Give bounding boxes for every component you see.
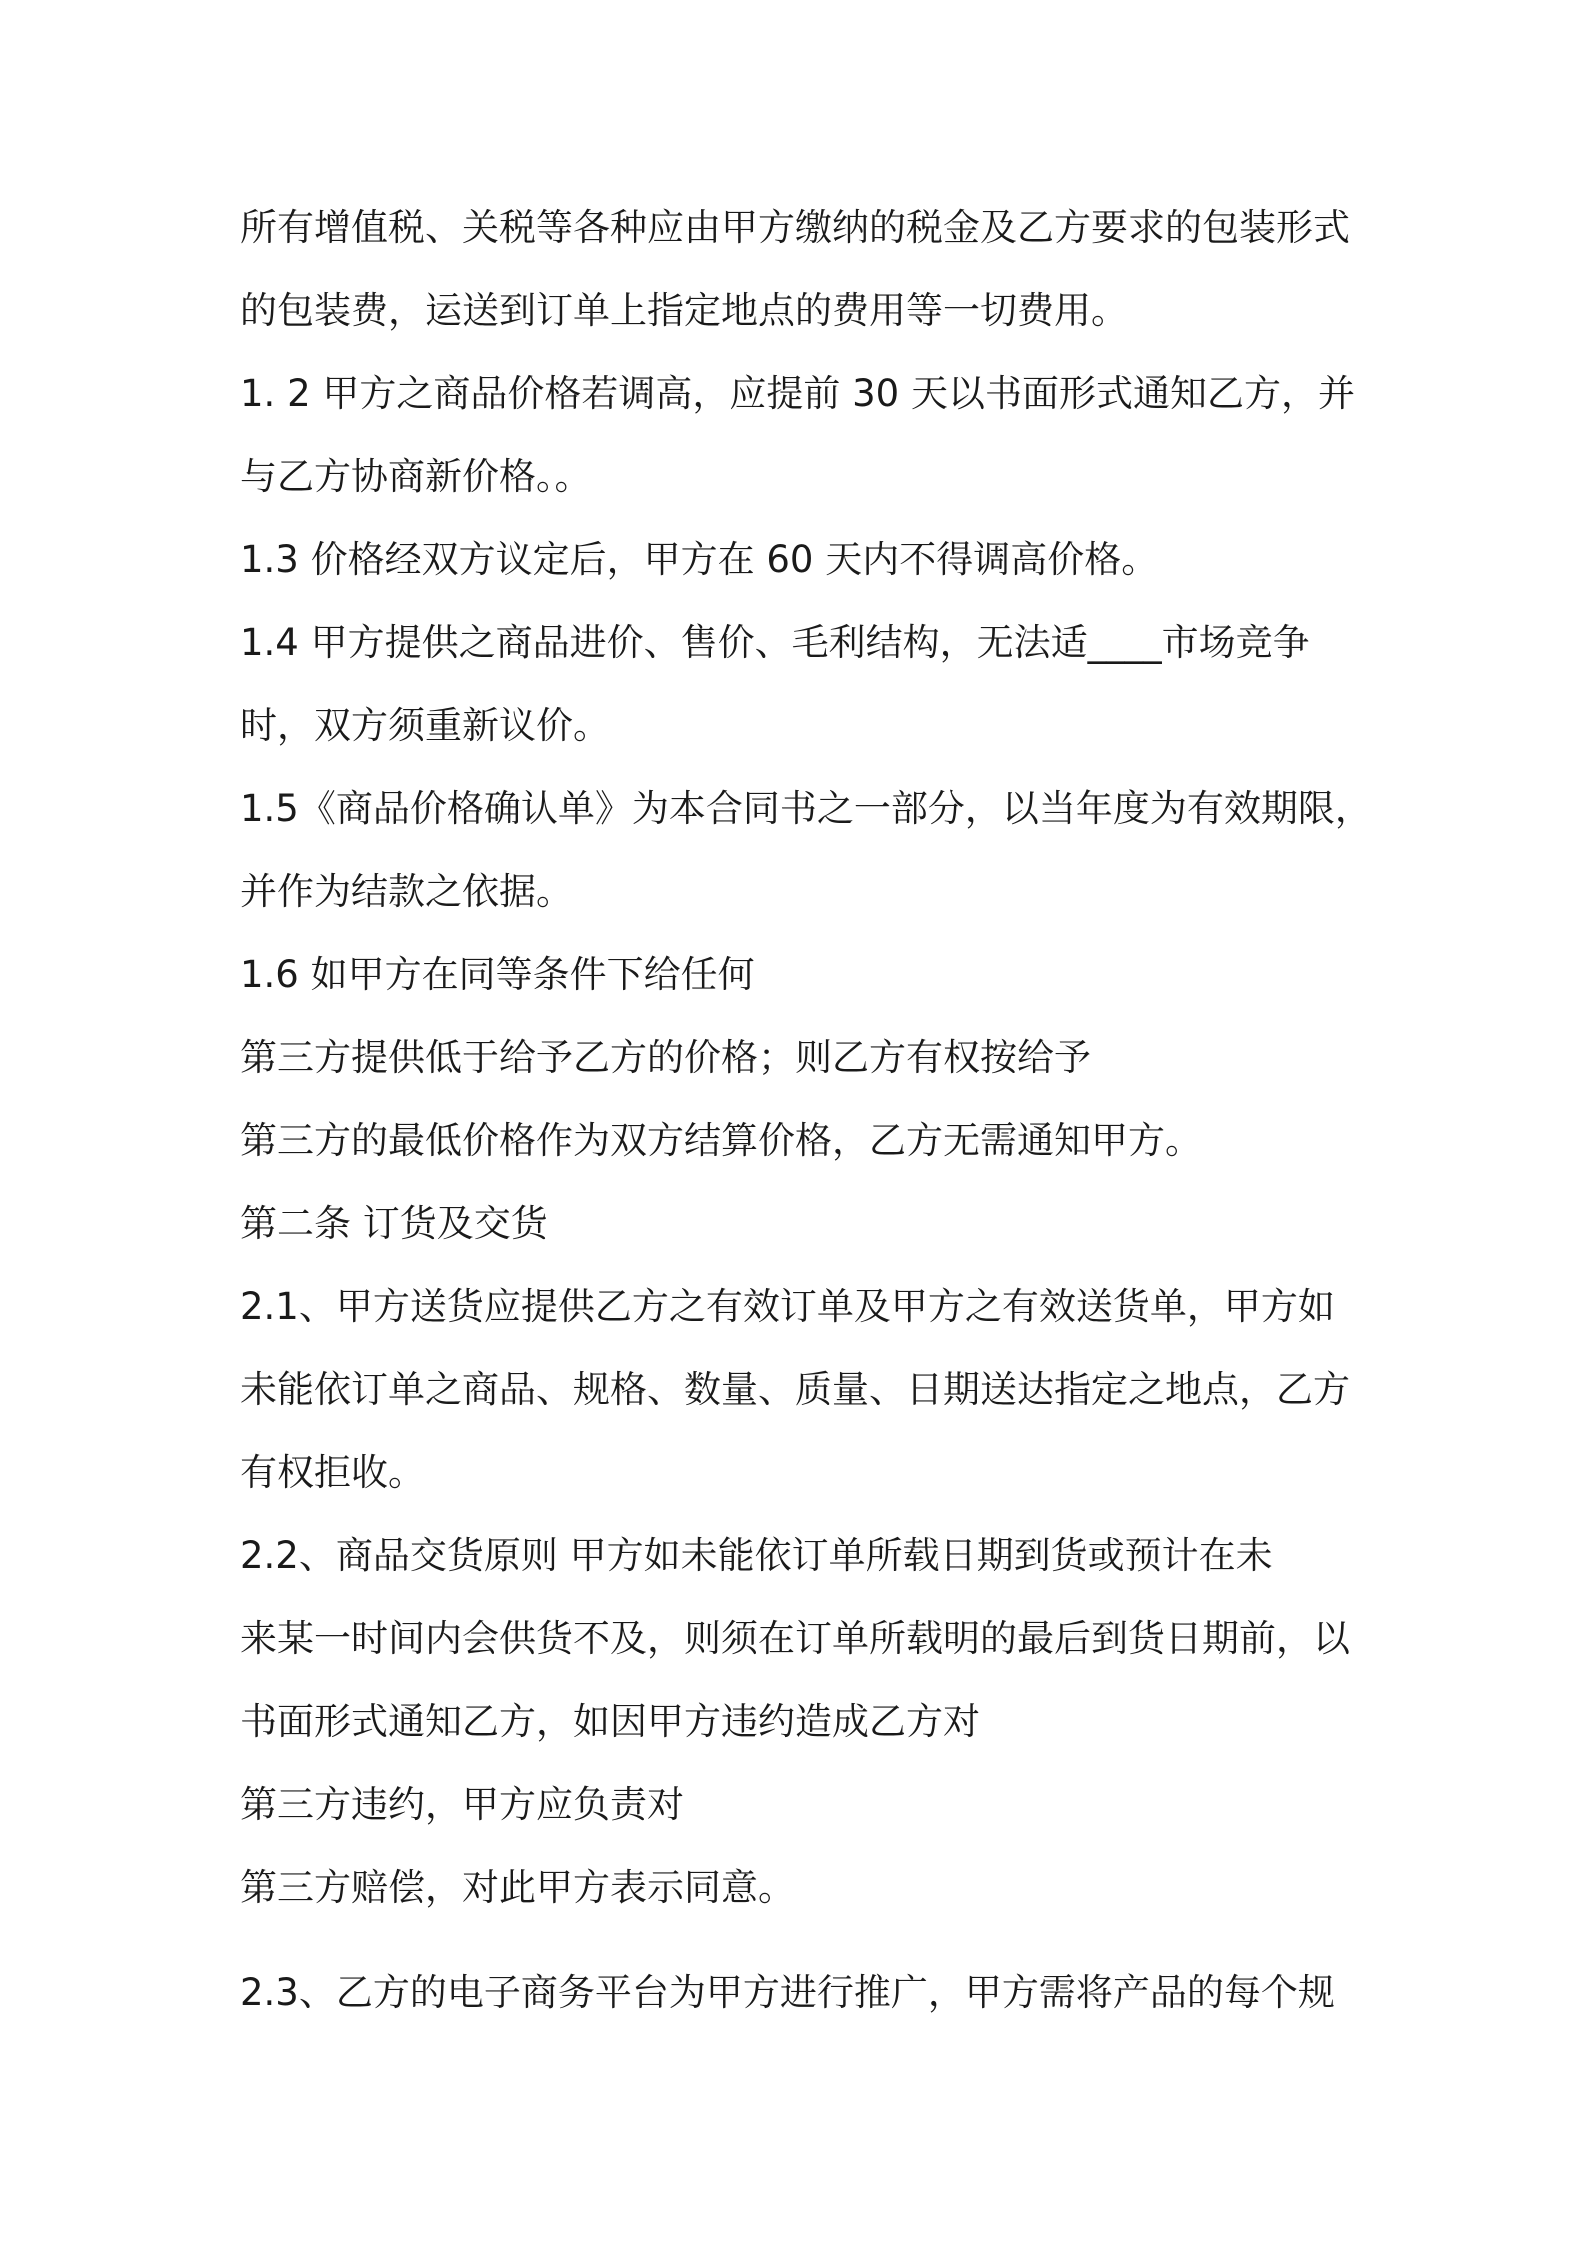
- text-line: 的包装费，运送到订单上指定地点的费用等一切费用。: [240, 289, 1128, 332]
- text-line: 1.6 如甲方在同等条件下给任何: [240, 953, 755, 996]
- text-line: 1. 2 甲方之商品价格若调高，应提前 30 天以书面形式通知乙方，并: [240, 372, 1355, 415]
- text-line: 有权拒收。: [240, 1451, 425, 1494]
- text-line: 时，双方须重新议价。: [240, 704, 610, 747]
- text-line: 来某一时间内会供货不及，则须在订单所载明的最后到货日期前，以: [240, 1617, 1350, 1660]
- text-line: 1.3 价格经双方议定后，甲方在 60 天内不得调高价格。: [240, 538, 1159, 581]
- text-line: 2.1、甲方送货应提供乙方之有效订单及甲方之有效送货单，甲方如: [240, 1285, 1335, 1328]
- text-line: 1.5《商品价格确认单》为本合同书之一部分，以当年度为有效期限，: [240, 787, 1372, 830]
- text-line: 未能依订单之商品、规格、数量、质量、日期送达指定之地点，乙方: [240, 1368, 1350, 1411]
- text-line: 所有增值税、关税等各种应由甲方缴纳的税金及乙方要求的包装形式: [240, 206, 1350, 249]
- text-line: 第三方赔偿，对此甲方表示同意。: [240, 1866, 795, 1909]
- text-line: 2.3、乙方的电子商务平台为甲方进行推广，甲方需将产品的每个规: [240, 1971, 1335, 2014]
- text-line: 并作为结款之依据。: [240, 870, 573, 913]
- text-line: 第三方的最低价格作为双方结算价格，乙方无需通知甲方。: [240, 1119, 1202, 1162]
- text-line: 1.4 甲方提供之商品进价、售价、毛利结构，无法适____市场竞争: [240, 621, 1310, 664]
- text-line: 第三方违约，甲方应负责对: [240, 1783, 684, 1826]
- section-heading: 第二条 订货及交货: [240, 1202, 548, 1245]
- text-line: 书面形式通知乙方，如因甲方违约造成乙方对: [240, 1700, 980, 1743]
- text-line: 2.2、商品交货原则 甲方如未能依订单所载日期到货或预计在未: [240, 1534, 1273, 1577]
- text-line: 与乙方协商新价格。。: [240, 455, 592, 498]
- text-line: 第三方提供低于给予乙方的价格；则乙方有权按给予: [240, 1036, 1091, 1079]
